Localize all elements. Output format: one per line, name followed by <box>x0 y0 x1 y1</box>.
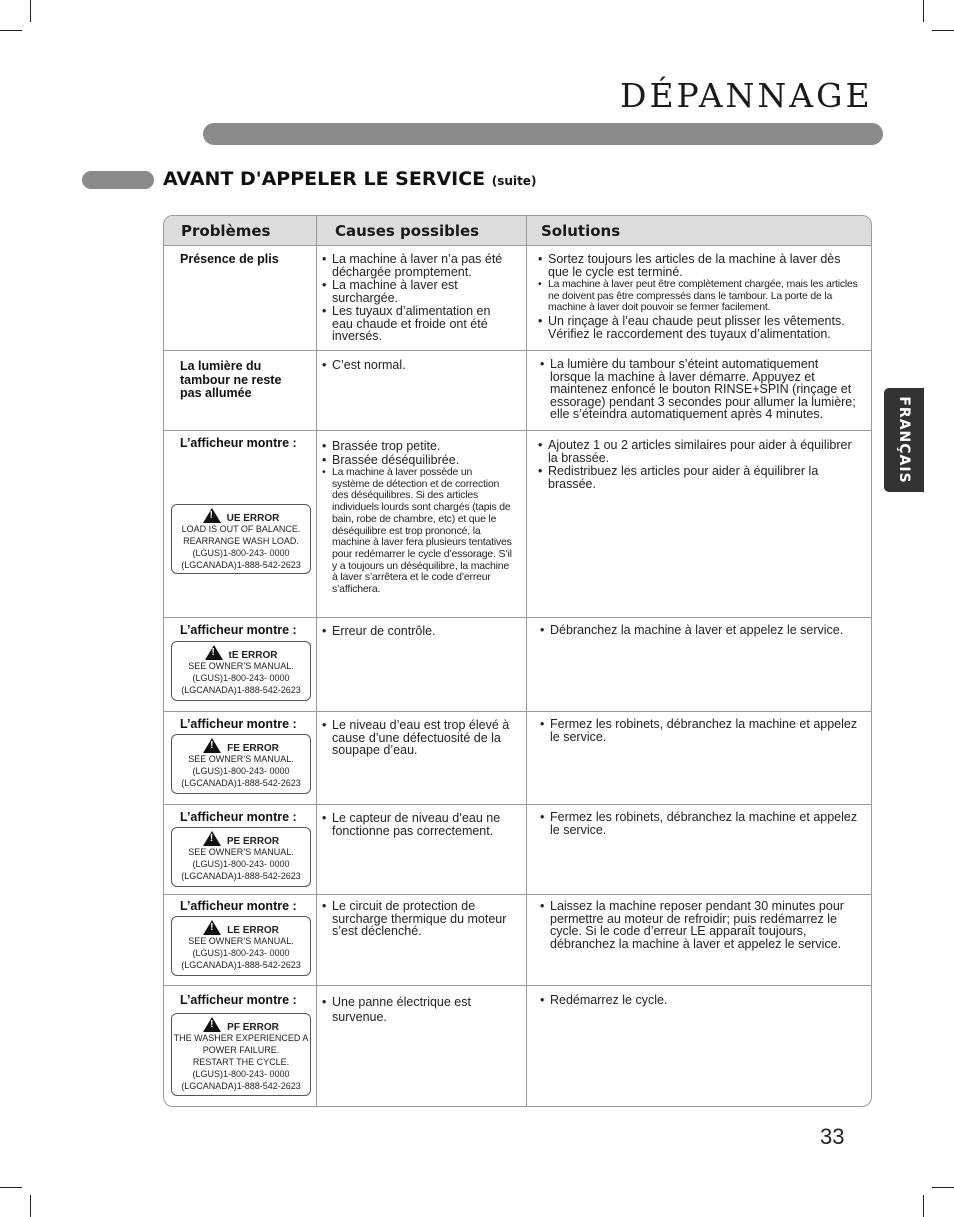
problem-label: Présence de plis <box>180 252 279 266</box>
causes-cell <box>322 812 512 838</box>
solution-item: • Débranchez la machine à laver et appelez le service. <box>540 624 862 637</box>
header-solutions: Solutions <box>541 222 621 240</box>
error-line: (LGCANADA)1-888-542-2623 <box>181 960 301 970</box>
causes-cell <box>322 719 512 758</box>
error-line: SEE OWNER’S MANUAL. <box>188 661 294 671</box>
crop-mark <box>923 0 924 22</box>
error-line: (LGCANADA)1-888-542-2623 <box>181 778 301 788</box>
error-display <box>171 734 311 794</box>
crop-mark <box>923 1195 924 1217</box>
error-line: POWER FAILURE. <box>202 1045 280 1055</box>
error-code: FE ERROR <box>227 743 279 754</box>
solutions-cell <box>540 994 862 1008</box>
error-line: (LGCANADA)1-888-542-2623 <box>181 685 301 695</box>
solution-item: • Redistribuez les articles pour aider à équilibrer la brassée. <box>538 465 860 490</box>
header-causes: Causes possibles <box>335 222 480 240</box>
solutions-cell <box>538 253 863 341</box>
cause-item: • La machine à laver n’a pas été déchargée promptement. <box>322 253 512 278</box>
error-line: (LGUS)1-800-243- 0000 <box>192 859 290 869</box>
row-divider <box>164 617 871 618</box>
crop-mark <box>0 30 22 31</box>
language-tab <box>884 388 924 492</box>
error-code: tE ERROR <box>228 650 278 661</box>
error-line: SEE OWNER’S MANUAL. <box>188 847 294 857</box>
problem-label: L’afficheur montre : <box>180 436 297 450</box>
cause-item: • Erreur de contrôle. <box>322 625 512 638</box>
language-tab-label: FRANÇAIS <box>896 396 912 484</box>
solution-item: • Redémarrez le cycle. <box>540 994 862 1007</box>
solutions-cell <box>540 624 862 638</box>
warning-icon <box>203 738 221 753</box>
troubleshooting-table <box>163 215 872 1107</box>
error-line: (LGCANADA)1-888-542-2623 <box>181 1081 301 1091</box>
row-divider <box>164 430 871 431</box>
problem-label: La lumière du tambour ne reste pas allumée <box>180 359 282 400</box>
error-display <box>171 504 311 574</box>
page-title: DÉPANNAGE <box>620 76 873 115</box>
section-title-suffix: (suite) <box>491 174 537 188</box>
error-line: SEE OWNER’S MANUAL. <box>188 936 294 946</box>
error-line: (LGUS)1-800-243- 0000 <box>192 948 290 958</box>
error-display <box>171 1013 311 1096</box>
solutions-cell <box>540 811 862 837</box>
row-divider <box>164 804 871 805</box>
problem-label: L’afficheur montre : <box>180 993 297 1007</box>
solutions-cell <box>540 900 862 951</box>
error-code: PE ERROR <box>226 836 280 847</box>
error-line: (LGCANADA)1-888-542-2623 <box>181 871 301 881</box>
row-divider <box>164 894 871 895</box>
error-code: UE ERROR <box>226 513 280 524</box>
error-line: RESTART THE CYCLE. <box>192 1057 290 1067</box>
solution-item: • Ajoutez 1 ou 2 articles similaires pour aider à équilibrer la brassée. <box>538 439 860 464</box>
crop-mark <box>30 0 31 22</box>
error-line: THE WASHER EXPERIENCED A <box>173 1033 309 1043</box>
warning-icon <box>203 508 221 523</box>
warning-icon <box>203 831 221 846</box>
cause-item: • Une panne électrique est survenue. <box>322 995 492 1025</box>
causes-cell <box>322 900 512 939</box>
error-line: LOAD IS OUT OF BALANCE. <box>181 524 301 534</box>
causes-cell <box>322 995 492 1026</box>
problem-label: L’afficheur montre : <box>180 623 297 637</box>
row-divider <box>164 711 871 712</box>
cause-item: • Brassée trop petite. <box>322 440 512 453</box>
error-code: PF ERROR <box>227 1022 279 1033</box>
error-code: LE ERROR <box>227 925 279 936</box>
problem-label: L’afficheur montre : <box>180 899 297 913</box>
crop-mark <box>0 1187 22 1188</box>
causes-cell <box>322 625 512 639</box>
section-title-text: AVANT D'APPELER LE SERVICE <box>163 168 486 190</box>
cause-item: • La machine à laver possède un système de détection et de correction des déséquilibres. Si des articles individuels lourds sont chargés (tapis de bain, robe de chambre, etc) et que le déséquilibre est trop prononcé, la machine à laver fera plusieurs tentatives pour redémarrer le cycle d’essorage. S’il y a toujours un déséquilibre, la machine à laver s’arrêtera et le code d’erreur s’affichera. <box>322 467 512 596</box>
error-line: (LGUS)1-800-243- 0000 <box>192 673 290 683</box>
causes-cell <box>322 253 512 344</box>
crop-mark <box>932 1187 954 1188</box>
crop-mark <box>932 30 954 31</box>
crop-mark <box>30 1195 31 1217</box>
error-line: SEE OWNER’S MANUAL. <box>188 754 294 764</box>
cause-item: • C’est normal. <box>322 359 512 372</box>
solution-item: • La machine à laver peut être complètement chargée, mais les articles ne doivent pas être compressés dans le tambour. La porte de la machine à laver doit pouvoir se fermer facilement. <box>538 279 863 314</box>
title-bar <box>203 123 883 145</box>
section-title <box>163 168 536 190</box>
section-pill <box>82 171 154 189</box>
warning-icon <box>205 645 223 660</box>
solution-item: • Sortez toujours les articles de la machine à laver dès que le cycle est terminé. <box>538 253 863 278</box>
cause-item: • La machine à laver est surchargée. <box>322 279 512 304</box>
cause-item: • Les tuyaux d’alimentation en eau chaude et froide ont été inversés. <box>322 305 512 343</box>
problem-label: L’afficheur montre : <box>180 717 297 731</box>
solutions-cell <box>540 718 862 744</box>
solution-item: • Fermez les robinets, débranchez la machine et appelez le service. <box>540 811 862 836</box>
error-line: (LGUS)1-800-243- 0000 <box>192 548 290 558</box>
row-divider <box>164 985 871 986</box>
causes-cell <box>322 359 512 373</box>
error-display <box>171 827 311 887</box>
error-line: (LGUS)1-800-243- 0000 <box>192 766 290 776</box>
solutions-cell <box>540 358 862 422</box>
header-problems: Problèmes <box>181 222 271 240</box>
warning-icon <box>203 1017 221 1032</box>
problem-label: L’afficheur montre : <box>180 810 297 824</box>
causes-cell <box>322 440 512 597</box>
cause-item: • Brassée déséquilibrée. <box>322 454 512 467</box>
solutions-cell <box>538 439 860 491</box>
cause-item: • Le niveau d’eau est trop élevé à cause d’une défectuosité de la soupape d’eau. <box>322 719 512 757</box>
error-display <box>171 916 311 976</box>
page-number: 33 <box>820 1124 845 1149</box>
warning-icon <box>203 920 221 935</box>
error-display <box>171 641 311 701</box>
table-header <box>164 216 871 246</box>
error-line: (LGUS)1-800-243- 0000 <box>192 1069 290 1079</box>
error-line: REARRANGE WASH LOAD. <box>183 536 299 546</box>
cause-item: • Le circuit de protection de surcharge thermique du moteur s’est déclenché. <box>322 900 512 938</box>
error-line: (LGCANADA)1-888-542-2623 <box>181 560 301 570</box>
solution-item: • Laissez la machine reposer pendant 30 minutes pour permettre au moteur de refroidir; puis redémarrez le cycle. Si le code d’erreur LE apparaît toujours, débranchez la machine à laver et appelez le service. <box>540 900 862 950</box>
solution-item: • La lumière du tambour s’éteint automatiquement lorsque la machine à laver démarre. Appuyez et maintenez enfoncé le bouton RINSE+SPIN (rinçage et essorage) pendant 3 secondes pour allumer la lumière; elle s’éteindra automatiquement après 4 minutes. <box>540 358 862 421</box>
solution-item: • Un rinçage à l’eau chaude peut plisser les vêtements. Vérifiez le raccordement des tuyaux d’alimentation. <box>538 315 863 340</box>
cause-item: • Le capteur de niveau d’eau ne fonctionne pas correctement. <box>322 812 512 837</box>
solution-item: • Fermez les robinets, débranchez la machine et appelez le service. <box>540 718 862 743</box>
row-divider <box>164 350 871 351</box>
